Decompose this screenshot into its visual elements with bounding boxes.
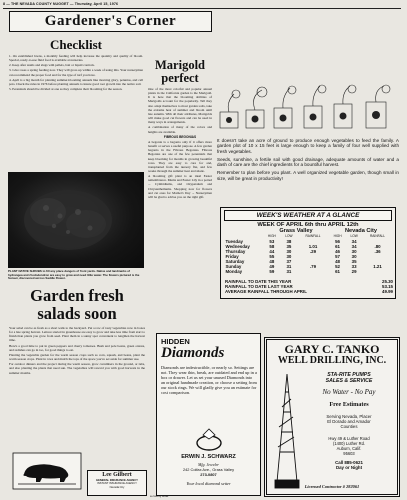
bottom-note: a county wide: [150, 494, 169, 498]
tanko-address: Hwy 49 & Luther Road (1400) Luther Rd. Auburn, Calif. 95603: [328, 436, 370, 456]
section-banner: [9, 11, 212, 32]
weather-cell: 48: [269, 258, 275, 264]
diamond-icon: [163, 364, 164, 365]
checklist-item: 1. On established lawns, a monthly feeding will help increase the quantity and quality of bloom. Special, ready-to-use fluid food is available at nurseries.: [9, 54, 143, 63]
salads-paragraph: For outdoor dinners and the project during the warm season, grow cucumbers in the ground, or tubs, and also planting the plants that need sun. The vegetables will reward you with good harvests in the summer months.: [9, 362, 145, 375]
weather-day-label: Wednesday: [225, 243, 250, 249]
gilbert-line2: INSTANT INSURANCE AGENCY: [97, 482, 137, 486]
weather-cell: 34: [351, 243, 357, 249]
ad-jeweler-phone: 273-0807: [200, 472, 217, 477]
tanko-services: STA-RITE PUMPS SALES & SERVICE: [325, 372, 373, 384]
weather-title: WEEK'S WEATHER AT A GLANCE: [224, 210, 392, 221]
weather-cell: 34: [351, 238, 357, 244]
group-label-nevada-city: Nevada City: [344, 228, 377, 234]
salads-title-line2: salads soon: [37, 303, 117, 323]
weather-grid: [225, 228, 393, 274]
weather-cell: 53: [269, 238, 275, 244]
salads-article: [9, 288, 145, 376]
weather-cell: 58: [269, 243, 275, 249]
ad-jeweler-name: ERWIN J. SCHWARZ: [181, 454, 236, 460]
tanko-estimates: Free Estimates: [329, 401, 369, 408]
tanko-well-drilling-ad: [264, 337, 400, 497]
salads-paragraph: Your salad can be as fresh as a short walk to the backyard. Put a row of tasty vegetables now in boxes for a late spring harvest. Lettuce started in greenhouse are easy to grow and take less time from start to finish than plants you grow from seed. Plant them in a sunny spot convenient to lengthen the harvest time.: [9, 326, 145, 343]
weather-cell: 35: [351, 258, 357, 264]
rainfall-total-label: RAINFALL TO DATE LAST YEAR: [225, 284, 293, 290]
weather-cell: 57: [335, 253, 340, 259]
tanko-phone: Call 885-0621 Day or Night: [335, 460, 363, 471]
weather-day-label: Friday: [225, 253, 239, 259]
marigold-title-line2: perfect: [161, 70, 199, 85]
begonias-subhead: FIBROUS BEGONIAS: [163, 134, 197, 139]
weather-cell: 52: [335, 263, 340, 269]
checklist-item: 2. Keep after snails and slugs with pellets, bait or liquid controls.: [9, 63, 95, 68]
top-rule: [3, 8, 401, 9]
weather-cell: [362, 269, 393, 274]
weather-cell: 31: [286, 268, 292, 274]
weather-cell: 61: [335, 268, 340, 274]
tanko-area: Serving Nevada, Placer El Dorado and Amador Counties: [326, 414, 372, 430]
rainfall-total-value: 25.30: [382, 279, 393, 284]
checklist-article: [9, 38, 143, 92]
column-label: HIGH: [267, 234, 276, 239]
shrub-photo-image: [8, 172, 144, 268]
vegetable-paragraph: It doesn't take an acre of ground to produce enough vegetables to feed the family. A garden plot of 10 x 15 feet is large enough to keep a family of four well supplied with fresh vegetables.: [217, 138, 399, 154]
shrub-photo: [8, 172, 144, 268]
gilbert-insurance-ad: [87, 470, 147, 496]
weather-cell: 46: [335, 248, 340, 254]
weather-cell: 37: [286, 258, 292, 264]
marigold-title-line1: Marigold: [155, 58, 205, 72]
marigold-paragraph: One of the most colorful and popular annual plants in the California garden is the Marigold. It is here that the blooming abilities of Marigolds account for the popularity. Tall they also adapt themselves to most garden soils, take the extreme heat of summer and bloom until late autumn. With all their attributes, Marigolds will make good cut flowers and can be used in many ways in arrangements.: [148, 87, 212, 125]
tanko-license: Licensed Contractor # 282061: [304, 484, 360, 489]
marigold-article: [148, 58, 212, 200]
weather-day-label: Tuesday: [225, 238, 243, 244]
begonias-paragraph: A blooming gift plant is an ideal Easter remembrance. Mums and Easter Lily in a potted ... Cymbidiums, and Oxypetalum and Chrysanthemums. Shopping now for flowers and cut ones for Mother's Day ... Nurserymen will be glad to advise you on the right gift.: [148, 174, 212, 199]
weather-day-label: Thursday: [225, 248, 246, 254]
weather-cell: 1.01: [308, 243, 318, 249]
checklist-item: 5. Perennials should be divided at one as they complete their blooming for the season.: [9, 87, 123, 92]
ad-jeweler-sub: Mfg. Jeweler: [198, 462, 219, 467]
marigold-paragraph: A combination of many of the colors and heights are available.: [148, 125, 212, 134]
weather-cell: 30: [286, 253, 292, 259]
column-label: RAINFALL: [305, 234, 321, 239]
weather-table: [220, 207, 396, 299]
weather-row-monday: [225, 269, 393, 274]
ad-diamonds-body: Diamonds are indestructible, or nearly so. Settings are not. They wear thin, break, are outdated and end up in a box or drawer. Let us set your unused Diamonds into an original handmade creation, or choose a setting from our stock rings. We will gladly give you an estimate for cost comparison.: [161, 365, 257, 396]
weather-cell: 48: [335, 258, 340, 264]
weather-day-label: Saturday: [225, 258, 245, 264]
rainfall-total-label: RAINFALL TO DATE THIS YEAR: [225, 279, 292, 284]
vegetable-garden-illustration: [216, 84, 399, 134]
weather-cell: .80: [374, 243, 381, 249]
column-label: LOW: [285, 234, 293, 239]
ad-jeweler-address: 242 Colfax Ave., Grass Valley: [182, 467, 235, 472]
begonias-paragraph: A begonia is a begonia only if it offers more benefit or serves a useful purpose. A few garden begonia in the Fibrous Begonias. Fibrous Begonias are one of the few perennials that keep blooming for months in growing beautiful rows. They are easy to care for and, transplanted from the nursery flat, and few weeks through the summer heat and shade.: [148, 139, 212, 174]
rainfall-total-line: [225, 289, 393, 294]
weather-cell: 30: [351, 248, 357, 254]
group-label-grass-valley: Grass Valley: [279, 228, 313, 234]
weather-rows: [225, 239, 393, 274]
weather-day-label: Monday: [225, 268, 243, 274]
hidden-diamonds-ad: [156, 333, 261, 496]
rainfall-total-label: AVERAGE RAINFALL THROUGH APRIL: [225, 289, 307, 295]
column-label: RAINFALL: [370, 234, 386, 239]
weather-cell: 30: [286, 248, 292, 254]
weather-day-label: Sunday: [225, 263, 242, 269]
weather-cell: 61: [335, 243, 340, 249]
weather-cell: 49: [269, 263, 275, 269]
vegetable-paragraph: Remember to plan before you plant. A well organized vegetable garden, though small in size, will be great in productivity!: [217, 170, 399, 181]
weather-cell: .36: [374, 248, 381, 254]
salads-title-line1: Garden fresh: [30, 286, 124, 305]
checklist-item: 4. April is a big month for planting summer-blooming annuals like morning glory, petunias, and cell pots. Check the rules in 1976 before planting annuals to insure good root growth into the native soil.: [9, 77, 143, 86]
photo-caption: PLANT NATIVE SHRUBS to fill any place dangers of front yards. Native and landmarks of hydrangea and rhododendron are easy to grow and need little water. The flowers pictured is the Sunset, discovered across Saddle Flower.: [8, 269, 140, 280]
tanko-business: WELL DRILLING, INC.: [277, 355, 387, 366]
ring-icon: [191, 428, 227, 452]
weather-cell: 55: [269, 253, 275, 259]
drill-rig-icon: [273, 372, 301, 490]
checklist-item: 3. Give roses a spring feeding now. They will grow-up within a week of using this. Your nurseryman can recommend the proper food and for the type of turf you have.: [9, 68, 143, 77]
weather-cell: 38: [286, 238, 292, 244]
ad-diamonds-word: Diamonds: [161, 345, 225, 361]
weather-cell: 30: [351, 253, 357, 259]
weather-cell: 31: [286, 263, 292, 269]
salads-paragraph: Here's a good time to put in green peppers and cherry tomatoes. Bush and pole beans, green onions, and radishes can go in too, for good things to eat.: [9, 343, 145, 352]
weather-cell: 35: [286, 243, 292, 249]
weather-cell: .79: [309, 263, 317, 269]
gilbert-line1: GENERAL INSURANCE AGENCY: [96, 479, 138, 482]
weather-cell: 56: [335, 238, 340, 244]
gilbert-line3: Nevada City: [109, 485, 125, 489]
vegetable-paragraph: Seeds, sunshine, a fertile soil with good drainage, adequate amounts of water and a dash of care are the chief ingredients for a bountiful harvest.: [217, 156, 399, 168]
weather-cell: 33: [351, 263, 357, 269]
weather-cell: 44: [269, 248, 275, 254]
bear-emblem-icon: [12, 452, 82, 490]
ad-tagline: Your local diamond setter: [186, 481, 231, 486]
salads-paragraph: Planting the vegetable garden for the warm season crops such as corn, squash, and beans, plant the warm season crops. Plant in rows and mulch the tops of the space you've set aside for summer use.: [9, 352, 145, 362]
tanko-slogan: No Water - No Pay: [322, 388, 376, 396]
weather-cell: 29: [351, 268, 357, 274]
banner-title: Gardener's Corner: [44, 13, 177, 29]
page-folio: 8 — THE NEVADA COUNTY NUGGET — Thursday, April 15, 1976: [3, 2, 119, 6]
column-label: HIGH: [333, 234, 342, 239]
weather-cell: 59: [269, 268, 275, 274]
column-label: LOW: [350, 234, 358, 239]
weather-subtitle: WEEK OF APRIL 6th thru APRIL 12th: [257, 222, 359, 228]
tanko-name: GARY C. TANKO: [284, 342, 380, 356]
gilbert-name: Lee Gilbert: [102, 472, 132, 478]
checklist-title: Checklist: [50, 37, 102, 52]
weather-cell: [297, 269, 329, 274]
rainfall-total-value: 49.99: [382, 289, 393, 295]
rainfall-total-value: 53.15: [382, 284, 393, 290]
weather-cell: 1.21: [373, 263, 382, 269]
vegetable-plot-text: [217, 138, 399, 182]
ad-hidden-word: HIDDEN: [161, 337, 190, 346]
weather-cell: .29: [309, 248, 317, 254]
